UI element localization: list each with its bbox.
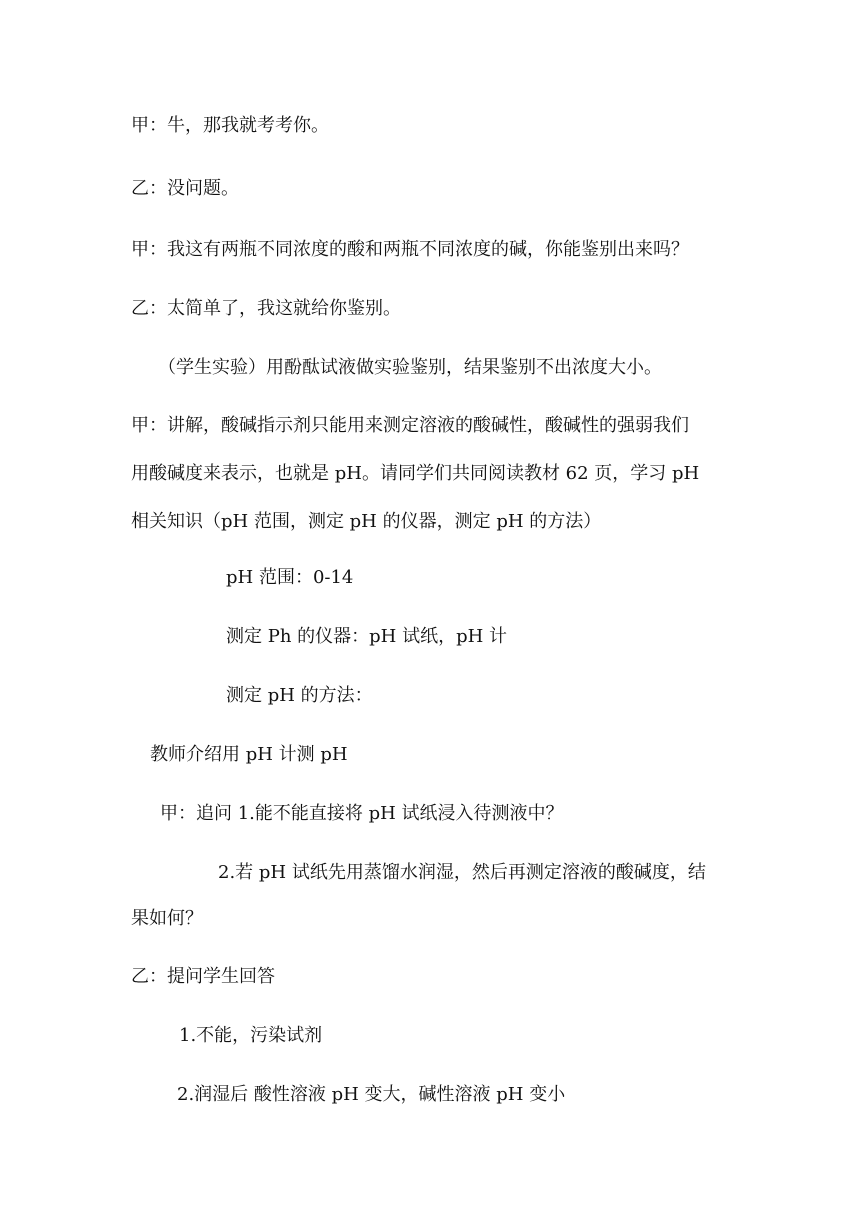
dialogue-line-yi-3: 乙：提问学生回答 xyxy=(131,966,275,987)
ph-range-item: pH 范围：0-14 xyxy=(226,567,354,588)
teacher-intro-line: 教师介绍用 pH 计测 pH xyxy=(150,744,348,765)
follow-up-question-2-line-2: 果如何？ xyxy=(131,908,203,929)
dialogue-line-yi-1: 乙：没问题。 xyxy=(131,178,239,199)
dialogue-line-jia-1: 甲：牛，那我就考考你。 xyxy=(131,115,329,136)
ph-method-item: 测定 pH 的方法： xyxy=(226,685,373,706)
dialogue-line-yi-2: 乙：太简单了，我这就给你鉴别。 xyxy=(131,298,401,319)
answer-1: 1.不能，污染试剂 xyxy=(179,1025,323,1046)
student-experiment-note: （学生实验）用酚酞试液做实验鉴别，结果鉴别不出浓度大小。 xyxy=(158,357,662,378)
follow-up-question-2-line-1: 2.若 pH 试纸先用蒸馏水润湿，然后再测定溶液的酸碱度，结 xyxy=(218,862,706,883)
ph-instrument-item: 测定 Ph 的仪器：pH 试纸，pH 计 xyxy=(226,626,508,647)
dialogue-line-jia-2: 甲：我这有两瓶不同浓度的酸和两瓶不同浓度的碱，你能鉴别出来吗？ xyxy=(131,239,689,260)
explanation-line-3: 相关知识（pH 范围，测定 pH 的仪器，测定 pH 的方法） xyxy=(131,511,602,532)
explanation-line-1: 甲：讲解，酸碱指示剂只能用来测定溶液的酸碱性，酸碱性的强弱我们 xyxy=(131,415,689,436)
answer-2: 2.润湿后 酸性溶液 pH 变大，碱性溶液 pH 变小 xyxy=(177,1084,566,1105)
follow-up-question-1: 甲：追问 1.能不能直接将 pH 试纸浸入待测液中？ xyxy=(160,803,564,824)
explanation-line-2: 用酸碱度来表示，也就是 pH。请同学们共同阅读教材 62 页，学习 pH xyxy=(131,463,700,484)
